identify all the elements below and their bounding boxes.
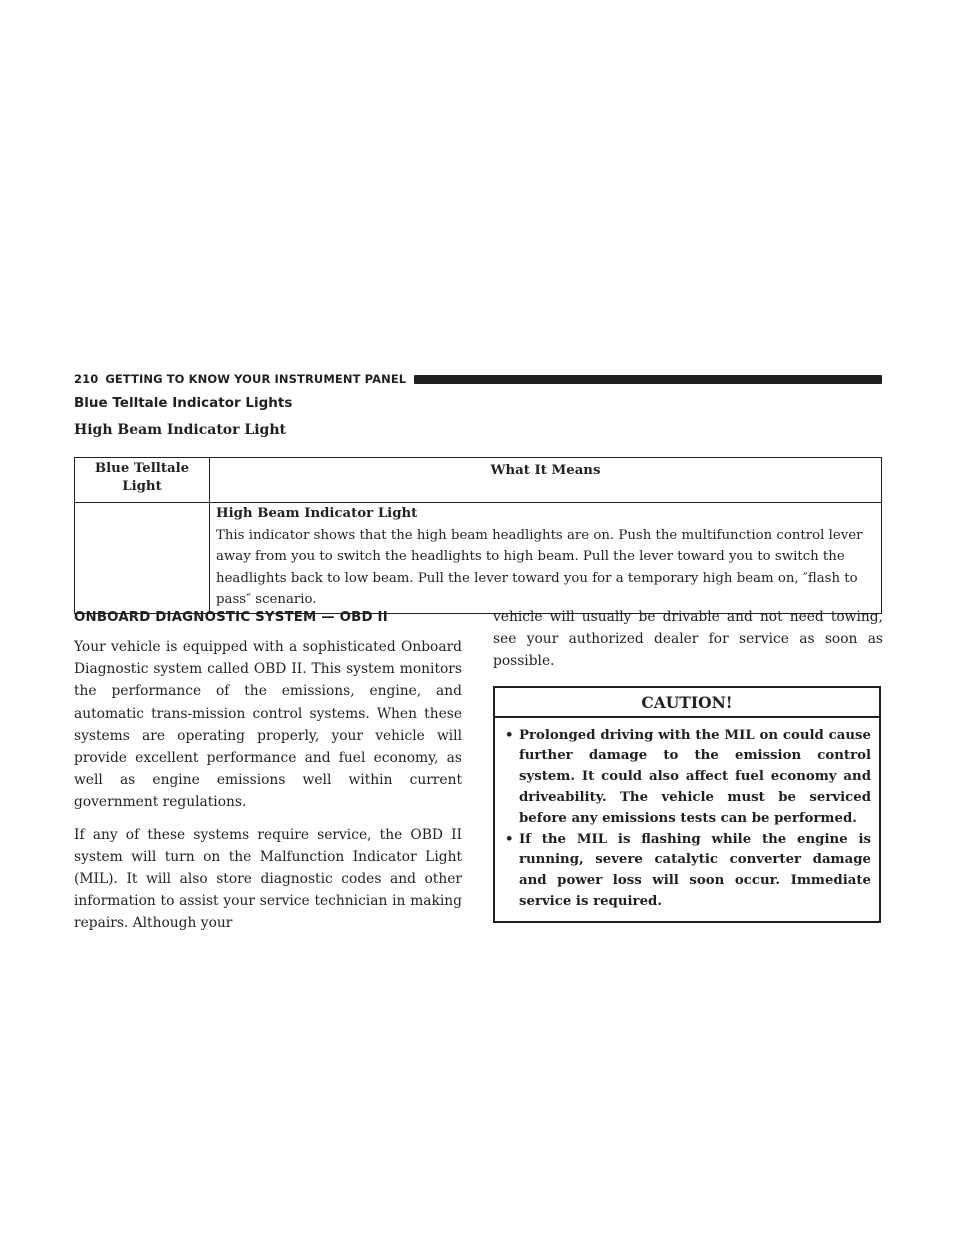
- caution-item: [505, 726, 871, 830]
- bullet-icon: •: [505, 831, 514, 847]
- caution-list: [495, 718, 879, 921]
- right-column: [493, 606, 883, 923]
- sub-heading: High Beam Indicator Light: [74, 422, 286, 438]
- telltale-table: [74, 457, 882, 614]
- obd-paragraph-2: If any of these systems require service, the OBD II system will turn on the Malfunction Indicator Light (MIL). It will also store diagnostic codes and other information to assist your service technician in making repairs. Although your: [74, 826, 462, 932]
- telltale-light-cell: [75, 503, 210, 614]
- section-heading: Blue Telltale Indicator Lights: [74, 395, 293, 411]
- caution-item-text: If the MIL is flashing while the engine is running, severe catalytic converter damage and power loss will soon occur. Immediate service is required.: [519, 831, 871, 909]
- obd-heading: ONBOARD DIAGNOSTIC SYSTEM — OBD II: [74, 610, 388, 625]
- table-row: [75, 503, 882, 614]
- left-column: [74, 606, 462, 945]
- caution-item-text: Prolonged driving with the MIL on could cause further damage to the emission control system. It could also affect fuel economy and driveability. The vehicle must be serviced before any emissions tests can be performed.: [519, 727, 871, 826]
- caution-box: [493, 686, 881, 923]
- column-header-meaning: What It Means: [210, 458, 882, 503]
- column-header-light: Blue Telltale Light: [75, 458, 210, 503]
- running-header: [74, 371, 882, 387]
- table-header-row: [75, 458, 882, 503]
- bullet-icon: •: [505, 727, 514, 743]
- telltale-meaning-cell: [210, 503, 882, 614]
- header-rule: [414, 375, 882, 384]
- row-title: High Beam Indicator Light: [216, 506, 418, 521]
- obd-paragraph-1: Your vehicle is equipped with a sophisticated Onboard Diagnostic system called OBD II. This system monitors the performance of the emissions, engine, and automatic trans-mission control systems. When these systems are operating properly, your vehicle will provide excellent performance and fuel economy, as well as engine emissions well within current government regulations.: [74, 639, 462, 811]
- row-text: This indicator shows that the high beam headlights are on. Push the multifunction control lever away from you to switch the headlights to high beam. Pull the lever toward you to switch the headlights back to low beam. Pull the lever toward you for a temporary high beam on, ″flash to pass″ scenario.: [216, 527, 863, 607]
- page-number: 210: [74, 372, 99, 386]
- caution-item: [505, 830, 871, 913]
- obd-paragraph-2-continued: vehicle will usually be drivable and not need towing, see your authorized dealer for service as soon as possible.: [493, 609, 883, 670]
- caution-title: CAUTION!: [495, 688, 879, 718]
- chapter-title: GETTING TO KNOW YOUR INSTRUMENT PANEL: [105, 372, 407, 386]
